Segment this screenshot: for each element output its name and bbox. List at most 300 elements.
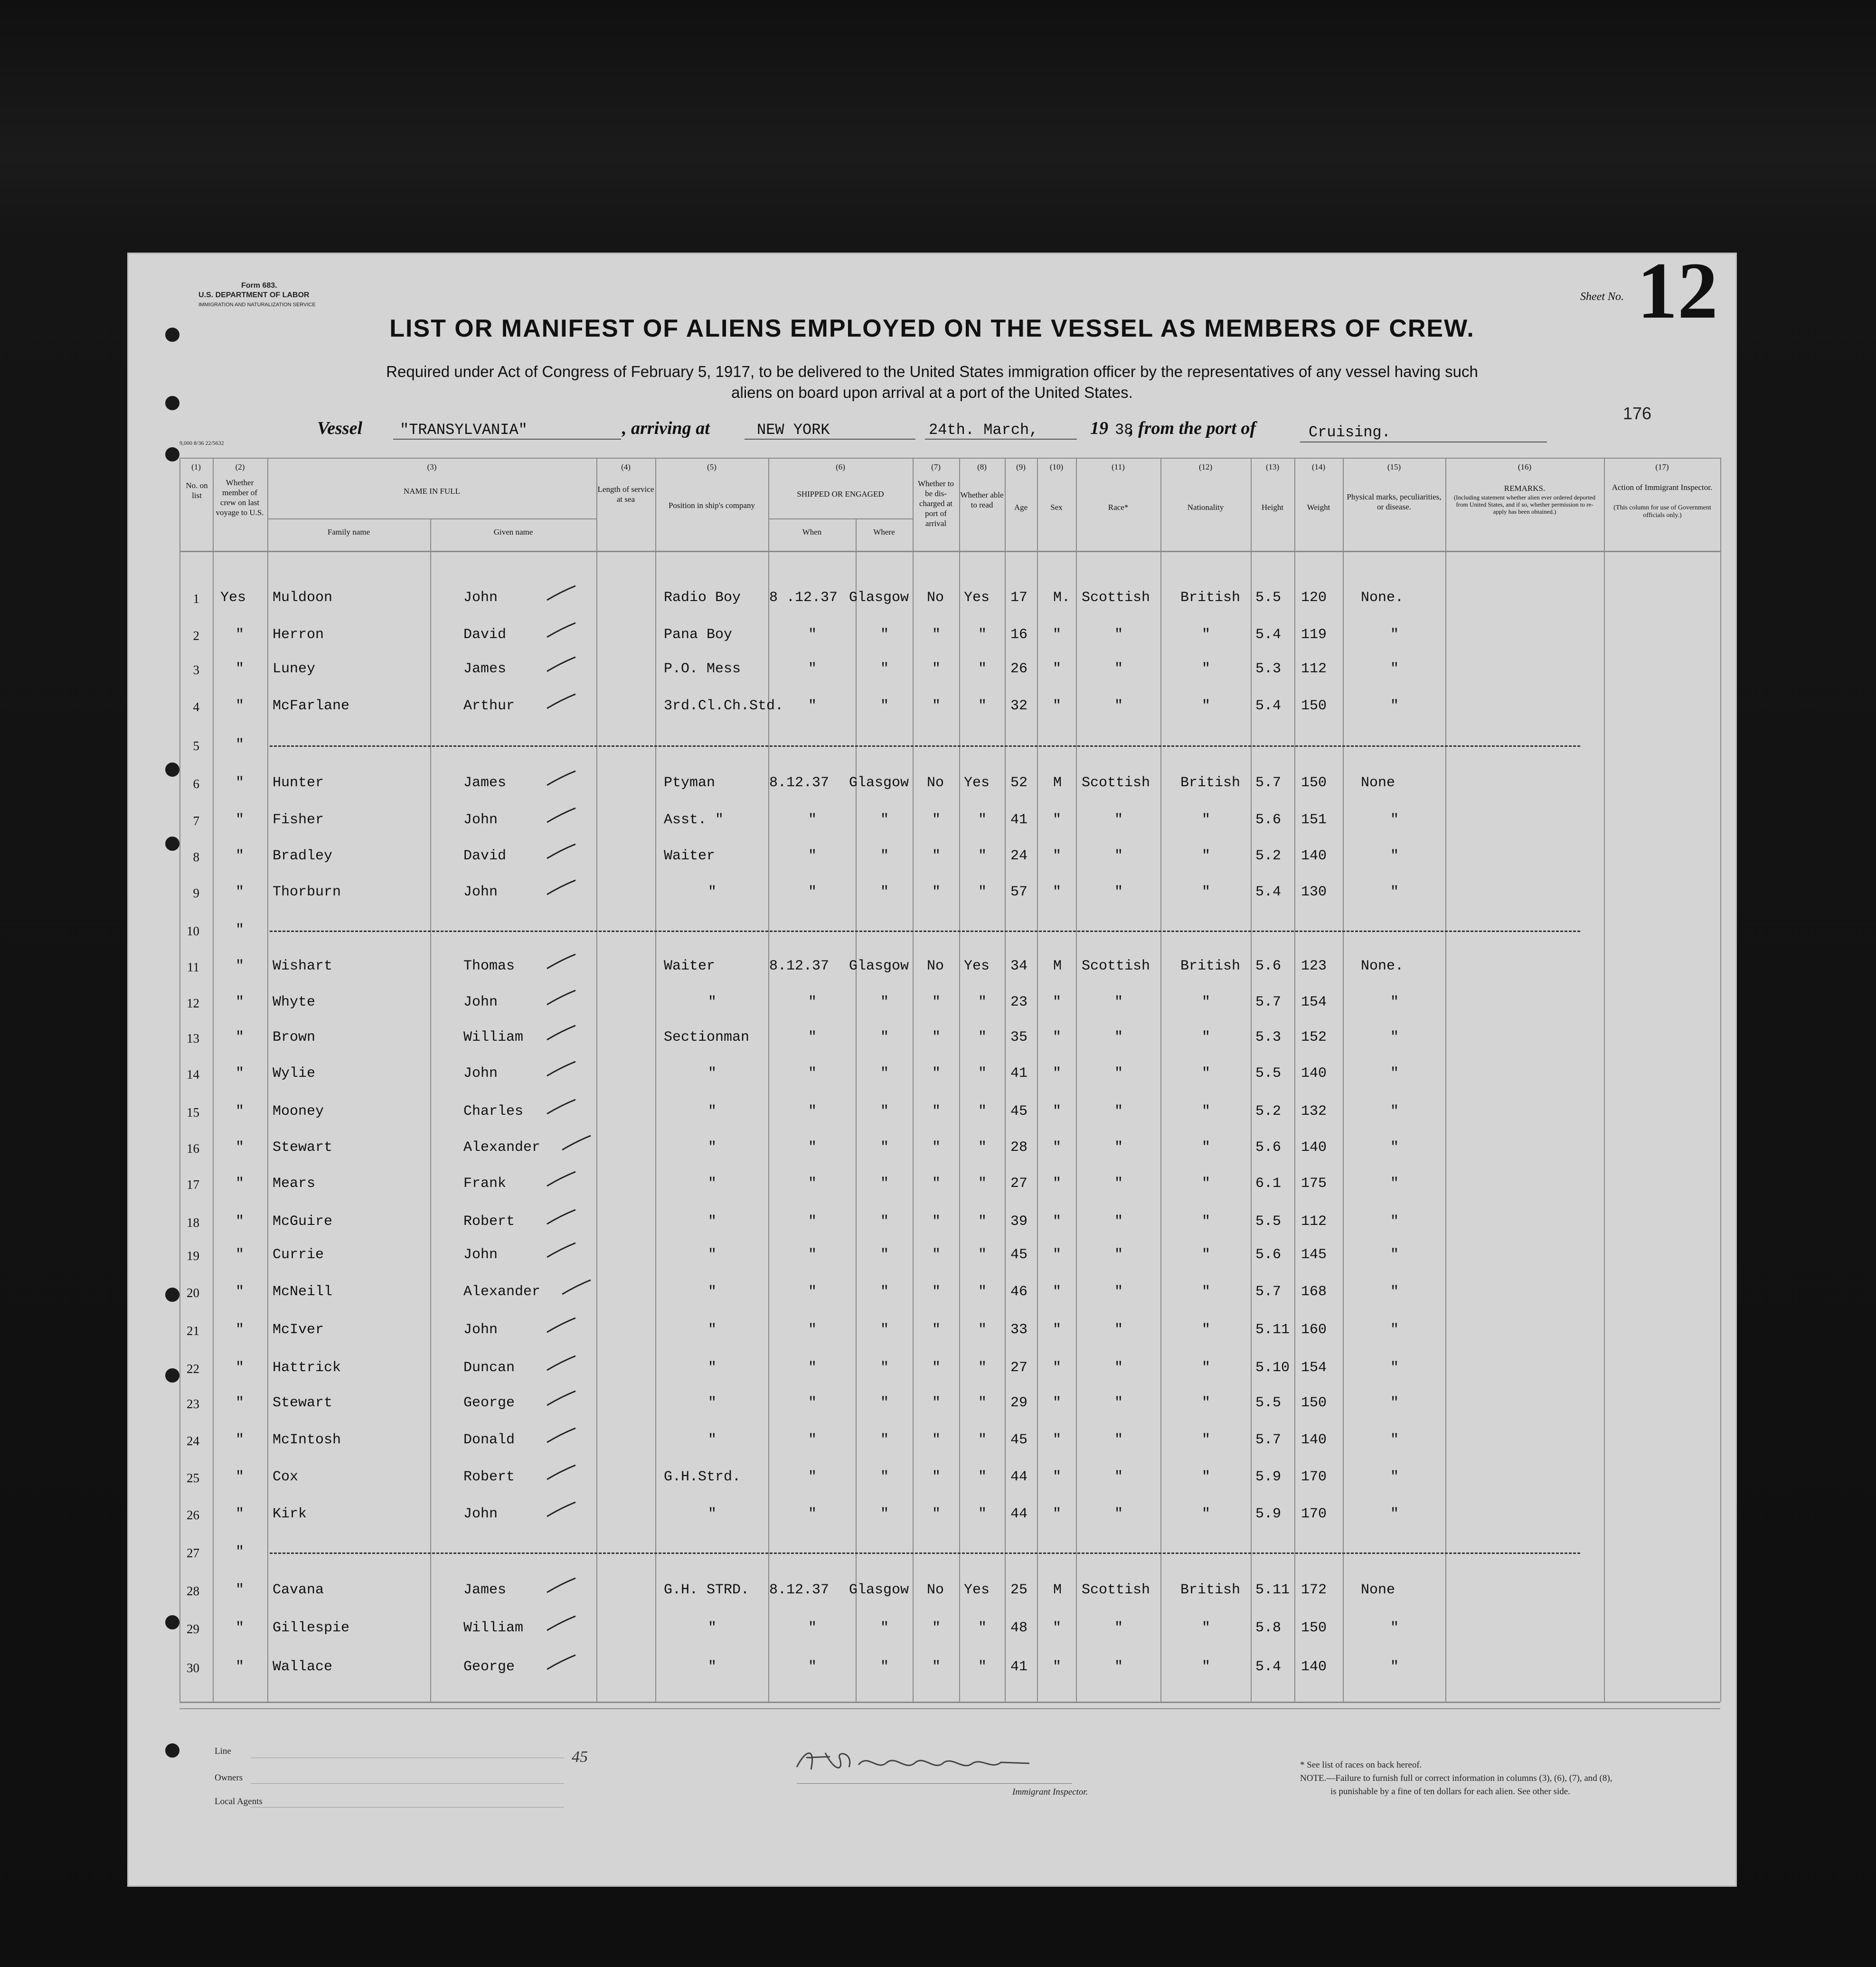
cell-where: " xyxy=(880,1103,889,1120)
cell-given: David xyxy=(463,627,507,643)
cell-marks: " xyxy=(1390,661,1399,677)
cell-given: Charles xyxy=(463,1103,524,1120)
cell-disch: " xyxy=(932,1065,941,1082)
column-number: (2) xyxy=(235,462,245,471)
arriving-label: , arriving at xyxy=(622,418,710,438)
header-discharged: Whether to be dis-charged at port of arrival xyxy=(918,479,954,528)
cell-nat: British xyxy=(1180,775,1241,791)
cell-when: " xyxy=(808,1395,817,1411)
column-number: (5) xyxy=(707,462,716,471)
cell-marks: " xyxy=(1390,1139,1399,1156)
line-label: Line xyxy=(215,1746,231,1756)
row-number: 30 xyxy=(187,1661,199,1675)
cell-family: Wallace xyxy=(273,1659,333,1675)
row-number: 4 xyxy=(193,700,199,714)
cell-marks: " xyxy=(1390,1247,1399,1263)
column-divider xyxy=(1720,458,1721,1702)
cell-prev: " xyxy=(236,922,245,938)
cell-height: 5.8 xyxy=(1255,1620,1282,1636)
year-prefix: 19 xyxy=(1090,418,1108,438)
column-divider xyxy=(1604,458,1605,1702)
check-mark xyxy=(545,1060,578,1079)
cell-prev: " xyxy=(236,1322,245,1338)
cell-family: McFarlane xyxy=(273,698,350,714)
check-mark xyxy=(545,806,578,825)
cell-where: " xyxy=(880,1360,889,1376)
cell-given: Alexander xyxy=(463,1139,541,1156)
cell-marks: " xyxy=(1390,1176,1399,1192)
cell-prev: " xyxy=(236,1176,245,1192)
cell-read: " xyxy=(978,661,987,677)
column-number: (12) xyxy=(1198,462,1213,471)
row-number: 18 xyxy=(187,1215,199,1230)
cell-family: McGuire xyxy=(273,1214,333,1230)
cell-read: " xyxy=(978,1432,987,1448)
cell-read: " xyxy=(978,884,987,900)
cell-age: 57 xyxy=(1010,884,1028,900)
cell-when: 8.12.37 xyxy=(769,958,830,974)
cell-read: " xyxy=(978,1139,987,1156)
cell-given: Duncan xyxy=(463,1360,515,1376)
row-number: 13 xyxy=(187,1031,199,1045)
column-number: (4) xyxy=(621,462,631,471)
cell-when: " xyxy=(808,1103,817,1120)
cell-weight: 123 xyxy=(1301,958,1327,974)
row-number: 6 xyxy=(193,777,199,791)
cell-read: Yes xyxy=(964,775,990,791)
cell-height: 5.4 xyxy=(1255,1659,1282,1675)
cell-age: 33 xyxy=(1010,1322,1028,1338)
cell-disch: " xyxy=(932,812,941,828)
cell-when: " xyxy=(808,1469,817,1485)
cell-height: 5.3 xyxy=(1255,661,1282,677)
row-number: 10 xyxy=(187,924,199,938)
cell-family: Wylie xyxy=(273,1065,316,1082)
column-number: (1) xyxy=(191,462,201,471)
row-number: 27 xyxy=(187,1546,199,1560)
cell-disch: " xyxy=(932,1395,941,1411)
row-number: 12 xyxy=(187,996,199,1010)
cell-prev: " xyxy=(236,1065,245,1082)
cell-sex: " xyxy=(1053,1432,1062,1448)
cell-race: " xyxy=(1114,1395,1123,1411)
cell-where: " xyxy=(880,1247,889,1263)
cell-race: " xyxy=(1114,1659,1123,1675)
cell-where: " xyxy=(880,1620,889,1636)
cell-when: " xyxy=(808,698,817,714)
cell-disch: " xyxy=(932,627,941,643)
cell-sex: " xyxy=(1053,1620,1062,1636)
cell-when: " xyxy=(808,1139,817,1156)
check-mark xyxy=(545,1098,578,1117)
cell-race: " xyxy=(1114,1469,1123,1485)
cell-height: 5.7 xyxy=(1255,1284,1282,1300)
cell-prev: " xyxy=(236,698,245,714)
cell-height: 5.4 xyxy=(1255,884,1282,900)
cell-race: " xyxy=(1114,848,1123,864)
check-mark xyxy=(545,1024,578,1043)
cell-where: " xyxy=(880,1139,889,1156)
cell-sex: " xyxy=(1053,812,1062,828)
cell-given: George xyxy=(463,1395,515,1411)
cell-position: Pana Boy xyxy=(664,627,733,643)
cell-nat: " xyxy=(1202,1322,1211,1338)
cell-read: " xyxy=(978,1395,987,1411)
row-number: 2 xyxy=(193,629,199,643)
cell-position: G.H.Strd. xyxy=(664,1469,741,1485)
row-number: 5 xyxy=(193,739,199,753)
header-height: Height xyxy=(1261,503,1284,512)
cell-height: 5.9 xyxy=(1255,1506,1282,1522)
cell-race: Scottish xyxy=(1082,958,1150,974)
cell-height: 5.3 xyxy=(1255,1029,1282,1045)
cell-nat: " xyxy=(1202,1247,1211,1263)
cell-marks: " xyxy=(1390,1103,1399,1120)
check-mark xyxy=(545,1354,578,1373)
cell-nat: " xyxy=(1202,1029,1211,1045)
cell-weight: 168 xyxy=(1301,1284,1327,1300)
cell-sex: " xyxy=(1053,1065,1062,1082)
row-number: 7 xyxy=(193,814,199,828)
cell-marks: " xyxy=(1390,1620,1399,1636)
cell-sex: " xyxy=(1053,1214,1062,1230)
cell-given: John xyxy=(463,590,498,606)
cell-disch: No xyxy=(927,590,944,606)
cell-disch: " xyxy=(932,994,941,1010)
cell-race: " xyxy=(1114,1214,1123,1230)
cell-given: William xyxy=(463,1029,524,1045)
cell-read: Yes xyxy=(964,958,990,974)
column-divider xyxy=(1294,458,1295,1702)
check-mark xyxy=(545,1208,578,1227)
vessel-name-underline xyxy=(393,439,621,440)
column-divider xyxy=(430,518,431,1702)
arriving-port-underline xyxy=(745,439,915,440)
cell-race: " xyxy=(1114,994,1123,1010)
cell-where: " xyxy=(880,812,889,828)
row-number: 11 xyxy=(187,960,199,974)
cell-prev: " xyxy=(236,1582,245,1598)
header-bottom-rule xyxy=(179,551,1720,552)
cell-sex: " xyxy=(1053,1322,1062,1338)
cell-prev: " xyxy=(236,1029,245,1045)
cell-position: Radio Boy xyxy=(664,590,741,606)
cell-disch: No xyxy=(927,958,944,974)
cell-height: 5.11 xyxy=(1255,1582,1290,1598)
year-suffix: 38 xyxy=(1115,421,1133,439)
cell-when: " xyxy=(808,661,817,677)
cell-nat: " xyxy=(1202,627,1211,643)
cell-when: " xyxy=(808,1322,817,1338)
binder-hole xyxy=(165,1743,179,1758)
cell-age: 52 xyxy=(1010,775,1028,791)
cell-read: " xyxy=(978,1506,987,1522)
arriving-port: NEW YORK xyxy=(757,421,830,439)
header-remarks: REMARKS. xyxy=(1504,484,1546,493)
check-mark xyxy=(560,1134,594,1153)
cell-sex: " xyxy=(1053,1247,1062,1263)
cell-family: Hattrick xyxy=(273,1360,341,1376)
cell-given: John xyxy=(463,884,498,900)
check-mark xyxy=(545,1576,578,1595)
header-family-name: Family name xyxy=(327,527,370,536)
cell-sex: M xyxy=(1053,1582,1062,1598)
cell-position: " xyxy=(708,1506,717,1522)
subtitle-line1: Required under Act of Congress of February 5, 1917, to be delivered to the United States immigration officer by the representatives of any vessel having such xyxy=(386,363,1478,380)
header-remarks-note: (Including statement whether alien ever ordered deported from United States, and if so, whether permission to re-apply has been obtained.) xyxy=(1453,494,1596,515)
cell-given: John xyxy=(463,994,498,1010)
cell-weight: 154 xyxy=(1301,1360,1327,1376)
cell-disch: " xyxy=(932,848,941,864)
cell-read: " xyxy=(978,1065,987,1082)
cell-nat: " xyxy=(1202,884,1211,900)
cell-height: 5.6 xyxy=(1255,1139,1282,1156)
cell-position: " xyxy=(708,1103,717,1120)
cell-disch: " xyxy=(932,884,941,900)
cell-age: 27 xyxy=(1010,1360,1028,1376)
cell-sex: M. xyxy=(1053,590,1071,606)
cell-marks: " xyxy=(1390,1214,1399,1230)
cell-prev: " xyxy=(236,1659,245,1675)
cell-family: Gillespie xyxy=(273,1620,350,1636)
cell-race: " xyxy=(1114,627,1123,643)
cell-nat: " xyxy=(1202,1659,1211,1675)
cell-weight: 119 xyxy=(1301,627,1327,643)
cell-where: " xyxy=(880,1432,889,1448)
cell-age: 29 xyxy=(1010,1395,1028,1411)
cell-age: 26 xyxy=(1010,661,1028,677)
cell-nat: British xyxy=(1180,590,1241,606)
cell-prev: " xyxy=(236,812,245,828)
cell-when: 8.12.37 xyxy=(769,775,830,791)
column-divider xyxy=(959,458,960,1702)
cell-prev: " xyxy=(236,775,245,791)
cell-prev: " xyxy=(236,1139,245,1156)
cell-age: 48 xyxy=(1010,1620,1028,1636)
cell-when: " xyxy=(808,812,817,828)
cell-age: 41 xyxy=(1010,1659,1028,1675)
cell-weight: 150 xyxy=(1301,1620,1327,1636)
header-shipped-or-engaged: SHIPPED OR ENGAGED xyxy=(797,489,884,499)
cell-race: " xyxy=(1114,1065,1123,1082)
column-divider xyxy=(856,518,857,1702)
cell-marks: " xyxy=(1390,1432,1399,1448)
cell-disch: " xyxy=(932,1139,941,1156)
cell-disch: " xyxy=(932,1659,941,1675)
cell-weight: 112 xyxy=(1301,661,1327,677)
cell-given: Donald xyxy=(463,1432,515,1448)
row-number: 28 xyxy=(187,1584,199,1598)
cell-nat: British xyxy=(1180,1582,1241,1598)
check-mark xyxy=(545,842,578,861)
column-divider xyxy=(596,458,597,1702)
cell-when: " xyxy=(808,1432,817,1448)
cell-read: " xyxy=(978,1469,987,1485)
cell-nat: " xyxy=(1202,812,1211,828)
header-where: Where xyxy=(873,527,895,536)
cell-sex: " xyxy=(1053,1284,1062,1300)
owners-underline xyxy=(251,1783,564,1784)
cell-race: " xyxy=(1114,884,1123,900)
cell-age: 39 xyxy=(1010,1214,1028,1230)
cell-marks: " xyxy=(1390,884,1399,900)
cell-when: 8.12.37 xyxy=(769,1582,830,1598)
cell-when: " xyxy=(808,1247,817,1263)
cell-height: 5.6 xyxy=(1255,1247,1282,1263)
cell-height: 5.5 xyxy=(1255,1214,1282,1230)
cell-where: " xyxy=(880,1506,889,1522)
cell-marks: " xyxy=(1390,1360,1399,1376)
cell-weight: 151 xyxy=(1301,812,1327,828)
cell-position: " xyxy=(708,1432,717,1448)
shipped-subheader-rule xyxy=(768,518,913,519)
cell-marks: " xyxy=(1390,1029,1399,1045)
column-number: (15) xyxy=(1387,462,1401,471)
check-mark xyxy=(545,1426,578,1445)
cell-nat: " xyxy=(1202,1620,1211,1636)
cell-race: " xyxy=(1114,1029,1123,1045)
cell-family: Wishart xyxy=(273,958,333,974)
header-sex: Sex xyxy=(1050,503,1063,512)
cell-position: " xyxy=(708,1214,717,1230)
penalty-note-1: NOTE.—Failure to furnish full or correct information in columns (3), (6), (7), and (8), xyxy=(1300,1773,1612,1783)
cell-prev: " xyxy=(236,1103,245,1120)
cell-when: 8 .12.37 xyxy=(769,590,838,606)
cell-race: " xyxy=(1114,1247,1123,1263)
cell-height: 5.4 xyxy=(1255,698,1282,714)
check-mark xyxy=(545,769,578,788)
cell-marks: " xyxy=(1390,698,1399,714)
header-physical-marks: Physical marks, peculiarities, or disease. xyxy=(1347,492,1442,511)
races-note: * See list of races on back hereof. xyxy=(1300,1760,1422,1770)
cell-disch: " xyxy=(932,1360,941,1376)
cell-marks: " xyxy=(1390,627,1399,643)
cell-race: " xyxy=(1114,1432,1123,1448)
cell-prev: Yes xyxy=(220,590,246,606)
cell-prev: " xyxy=(236,994,245,1010)
column-divider xyxy=(1076,458,1077,1702)
cell-prev: " xyxy=(236,1469,245,1485)
cell-disch: " xyxy=(932,698,941,714)
cell-nat: " xyxy=(1202,1506,1211,1522)
column-divider xyxy=(655,458,656,1702)
cell-age: 45 xyxy=(1010,1432,1028,1448)
cell-prev: " xyxy=(236,627,245,643)
separator-line xyxy=(270,745,1580,747)
header-no-on-list: No. on list xyxy=(186,481,208,500)
cell-sex: " xyxy=(1053,1659,1062,1675)
row-number: 14 xyxy=(187,1067,199,1082)
cell-age: 32 xyxy=(1010,698,1028,714)
cell-family: Whyte xyxy=(273,994,316,1010)
cell-where: " xyxy=(880,848,889,864)
cell-position: " xyxy=(708,1659,717,1675)
row-number: 20 xyxy=(187,1286,199,1300)
cell-disch: " xyxy=(932,1247,941,1263)
arrival-date-underline xyxy=(925,439,1077,440)
cell-sex: " xyxy=(1053,661,1062,677)
cell-prev: " xyxy=(236,737,245,753)
cell-disch: " xyxy=(932,1432,941,1448)
cell-family: Muldoon xyxy=(273,590,333,606)
cell-prev: " xyxy=(236,1360,245,1376)
cell-race: " xyxy=(1114,1322,1123,1338)
cell-given: John xyxy=(463,1506,498,1522)
column-divider xyxy=(213,458,214,1702)
cell-when: " xyxy=(808,1029,817,1045)
cell-family: Hunter xyxy=(273,775,324,791)
cell-position: " xyxy=(708,994,717,1010)
cell-position: Ptyman xyxy=(664,775,716,791)
sheet-number: 12 xyxy=(1637,246,1718,335)
cell-nat: " xyxy=(1202,1103,1211,1120)
cell-age: 23 xyxy=(1010,994,1028,1010)
cell-read: " xyxy=(978,1322,987,1338)
cell-position: " xyxy=(708,884,717,900)
cell-where: " xyxy=(880,1322,889,1338)
row-number: 8 xyxy=(193,850,199,864)
header-given-name: Given name xyxy=(493,527,533,536)
cell-nat: " xyxy=(1202,848,1211,864)
cell-age: 45 xyxy=(1010,1247,1028,1263)
cell-read: " xyxy=(978,1103,987,1120)
column-divider xyxy=(1005,458,1006,1702)
column-divider xyxy=(913,458,914,1702)
cell-sex: " xyxy=(1053,1176,1062,1192)
cell-read: Yes xyxy=(964,1582,990,1598)
cell-given: David xyxy=(463,848,507,864)
cell-nat: " xyxy=(1202,1395,1211,1411)
cell-where: " xyxy=(880,1659,889,1675)
sheet-number-label: Sheet No. xyxy=(1580,291,1624,303)
cell-read: " xyxy=(978,698,987,714)
cell-when: " xyxy=(808,1620,817,1636)
cell-prev: " xyxy=(236,958,245,974)
column-divider xyxy=(1160,458,1161,1702)
cell-nat: " xyxy=(1202,1214,1211,1230)
cell-when: " xyxy=(808,627,817,643)
cell-race: " xyxy=(1114,1506,1123,1522)
cell-height: 5.6 xyxy=(1255,812,1282,828)
cell-when: " xyxy=(808,1506,817,1522)
cell-where: " xyxy=(880,994,889,1010)
row-number: 1 xyxy=(193,592,199,606)
cell-position: " xyxy=(708,1395,717,1411)
column-divider xyxy=(1251,458,1252,1702)
check-mark xyxy=(545,878,578,897)
row-number: 24 xyxy=(187,1434,199,1448)
cell-prev: " xyxy=(236,1544,245,1560)
cell-read: " xyxy=(978,1029,987,1045)
cell-nat: British xyxy=(1180,958,1241,974)
cell-height: 5.2 xyxy=(1255,1103,1282,1120)
cell-marks: " xyxy=(1390,848,1399,864)
cell-height: 5.2 xyxy=(1255,848,1282,864)
cell-disch: " xyxy=(932,1284,941,1300)
cell-age: 41 xyxy=(1010,1065,1028,1082)
cell-disch: " xyxy=(932,661,941,677)
cell-given: Robert xyxy=(463,1214,515,1230)
cell-weight: 154 xyxy=(1301,994,1327,1010)
cell-prev: " xyxy=(236,1247,245,1263)
cell-when: " xyxy=(808,1176,817,1192)
cell-given: Alexander xyxy=(463,1284,541,1300)
cell-weight: 160 xyxy=(1301,1322,1327,1338)
cell-marks: None. xyxy=(1361,958,1404,974)
cell-read: Yes xyxy=(964,590,990,606)
cell-weight: 140 xyxy=(1301,848,1327,864)
cell-sex: " xyxy=(1053,884,1062,900)
